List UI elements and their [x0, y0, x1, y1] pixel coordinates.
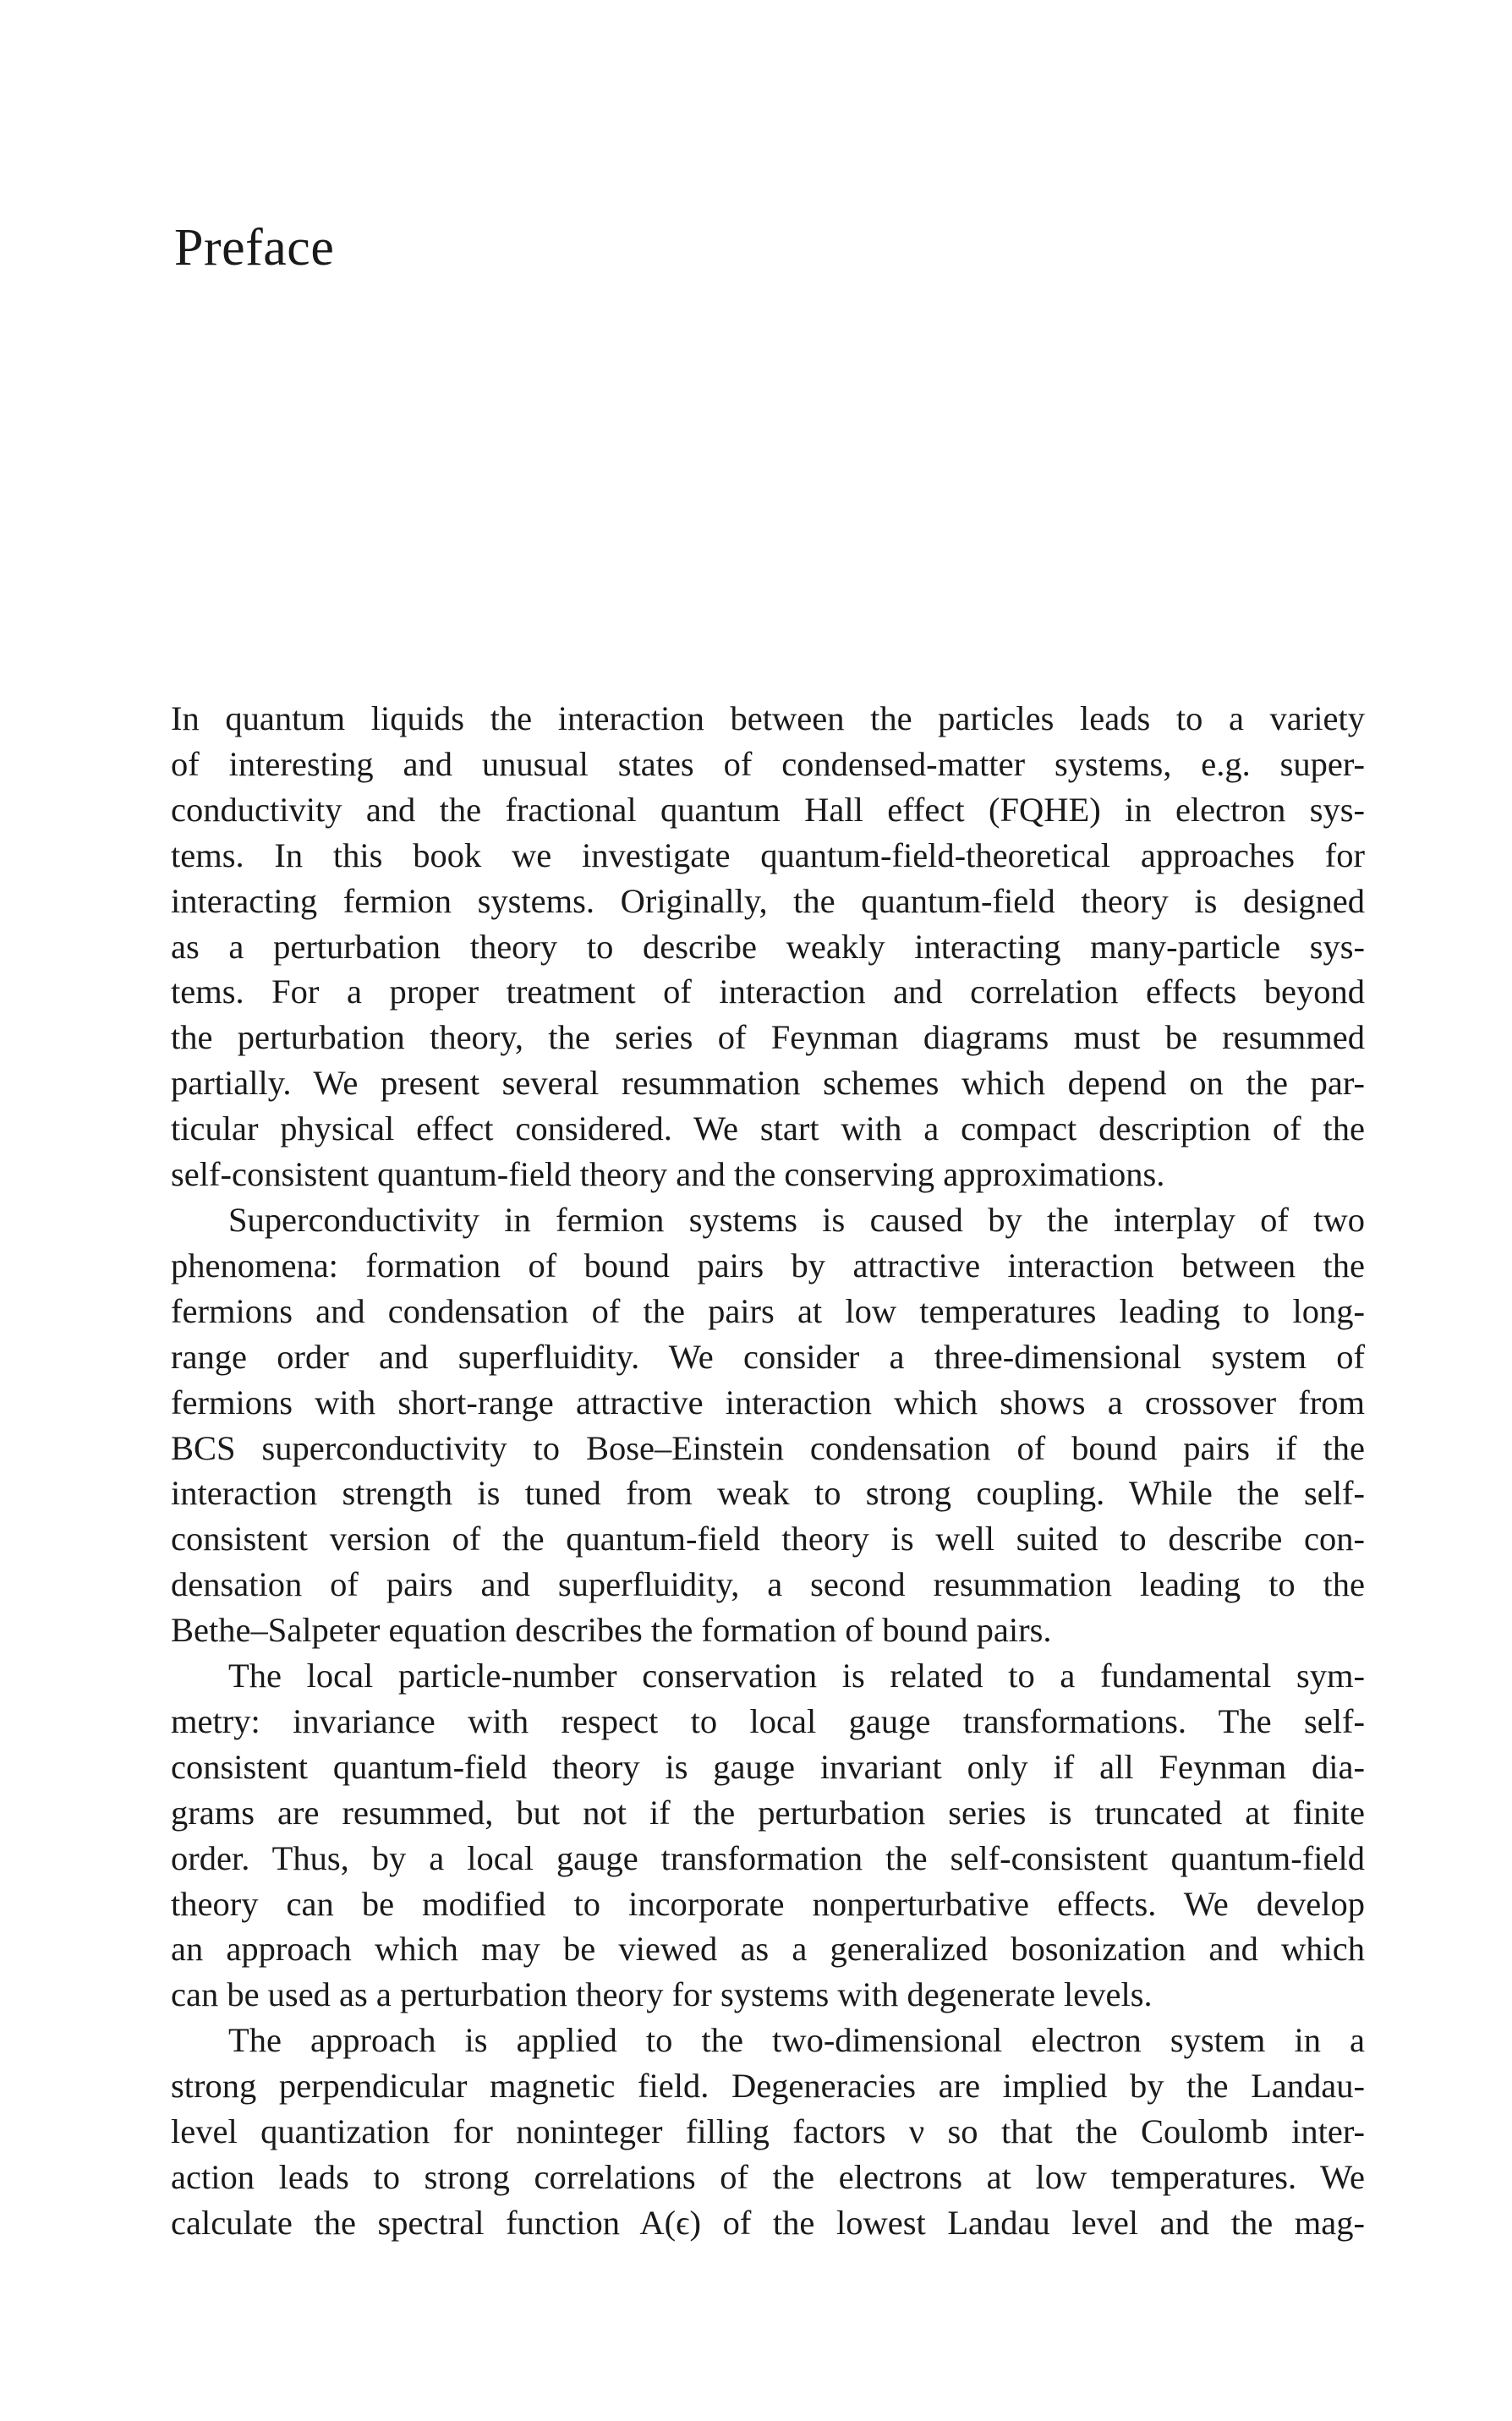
text-line: tems. For a proper treatment of interaction and correlation effects beyond [171, 972, 1365, 1011]
text-line: fermions with short-range attractive interaction which shows a crossover from [171, 1383, 1365, 1421]
text-line: can be used as a perturbation theory for systems with degenerate levels. [171, 1975, 1153, 2014]
text-line: grams are resummed, but not if the perturbation series is truncated at finite [171, 1793, 1365, 1832]
text-line: level quantization for noninteger filling factors ν so that the Coulomb inter- [171, 2112, 1365, 2151]
paragraph-1 [171, 696, 1365, 1197]
text-line: theory can be modified to incorporate nonperturbative effects. We develop [171, 1884, 1365, 1923]
page-title: Preface [174, 219, 335, 277]
text-line: metry: invariance with respect to local gauge transformations. The self- [171, 1701, 1365, 1740]
text-line: consistent quantum-field theory is gauge invariant only if all Feynman dia- [171, 1747, 1365, 1786]
text-line: order. Thus, by a local gauge transformation the self-consistent quantum-field [171, 1838, 1365, 1877]
text-line: action leads to strong correlations of the electrons at low temperatures. We [171, 2158, 1365, 2196]
paragraph-2 [171, 1197, 1365, 1653]
text-line: Bethe–Salpeter equation describes the formation of bound pairs. [171, 1611, 1052, 1650]
text-line: The local particle-number conservation is related to a fundamental sym- [228, 1657, 1365, 1695]
text-line: densation of pairs and superfluidity, a second resummation leading to the [171, 1565, 1365, 1604]
text-line: BCS superconductivity to Bose–Einstein condensation of bound pairs if the [171, 1428, 1365, 1467]
text-line: range order and superfluidity. We consider a three-dimensional system of [171, 1337, 1365, 1376]
paragraph-4 [171, 2018, 1365, 2246]
text-line: In quantum liquids the interaction between the particles leads to a variety [171, 699, 1365, 737]
text-line: of interesting and unusual states of condensed-matter systems, e.g. super- [171, 744, 1365, 783]
text-line: phenomena: formation of bound pairs by attractive interaction between the [171, 1246, 1365, 1284]
text-line: strong perpendicular magnetic field. Degeneracies are implied by the Landau- [171, 2067, 1365, 2106]
paragraph-3 [171, 1653, 1365, 2018]
text-line: an approach which may be viewed as a generalized bosonization and which [171, 1930, 1365, 1969]
text-line: interaction strength is tuned from weak to strong coupling. While the self- [171, 1474, 1365, 1513]
text-line: conductivity and the fractional quantum Hall effect (FQHE) in electron sys- [171, 790, 1365, 829]
text-line: interacting fermion systems. Originally, the quantum-field theory is designed [171, 881, 1365, 920]
text-line: ticular physical effect considered. We start with a compact description of the [171, 1109, 1365, 1148]
text-line: tems. In this book we investigate quantum-field-theoretical approaches for [171, 835, 1365, 874]
text-line: self-consistent quantum-field theory and the conserving approximations. [171, 1155, 1165, 1194]
text-line: Superconductivity in fermion systems is caused by the interplay of two [228, 1200, 1365, 1239]
text-line: fermions and condensation of the pairs at low temperatures leading to long- [171, 1291, 1365, 1330]
text-line: as a perturbation theory to describe weakly interacting many-particle sys- [171, 927, 1365, 966]
text-line: The approach is applied to the two-dimensional electron system in a [228, 2021, 1365, 2060]
text-line: consistent version of the quantum-field theory is well suited to describe con- [171, 1520, 1365, 1558]
text-line: partially. We present several resummation schemes which depend on the par- [171, 1064, 1365, 1103]
preface-body [171, 696, 1365, 2246]
text-line: calculate the spectral function A(ϵ) of the lowest Landau level and the mag- [171, 2203, 1365, 2242]
text-line: the perturbation theory, the series of Feynman diagrams must be resummed [171, 1018, 1365, 1057]
